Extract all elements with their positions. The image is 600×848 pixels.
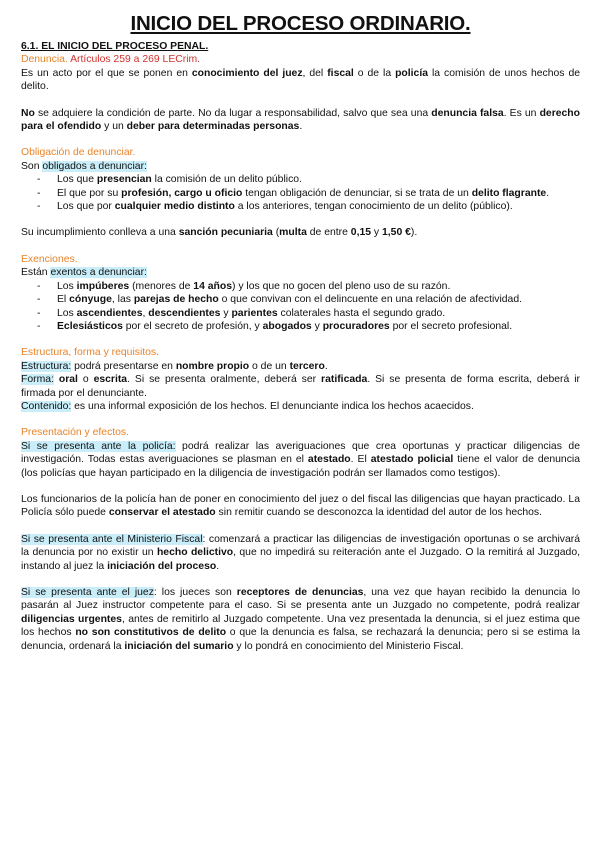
page-title: INICIO DEL PROCESO ORDINARIO. — [130, 12, 471, 35]
denuncia-line — [21, 53, 580, 66]
section-heading: 6.1. EL INICIO DEL PROCESO PENAL. — [21, 41, 209, 52]
list-item: - Los impúberes (menores de 14 años) y los que no gocen del pleno uso de su razón. — [37, 280, 451, 292]
denuncia-label: Denuncia. — [21, 54, 68, 66]
funcionarios-paragraph: Los funcionarios de la policía han de poner en conocimiento del juez o del fiscal las diligencias que hayan practicado. La Policía sólo puede conservar el atestado sin remitir cuando se desconozca la identidad del autor de los hechos. — [21, 493, 580, 519]
obligacion-lead: Son obligados a denunciar: — [21, 160, 147, 172]
contenido-paragraph: Contenido: es una informal exposición de los hechos. El denunciante indica los hechos acaecidos. — [21, 400, 474, 412]
obligacion-heading: Obligación de denunciar. — [21, 147, 136, 159]
list-item: - El que por su profesión, cargo u oficio tengan obligación de denunciar, si se trata de un delito flagrante. — [37, 187, 550, 199]
forma-paragraph: Forma: oral o escrita. Si se presenta oralmente, deberá ser ratificada. Si se presenta de forma escrita, deberá ir firmada por el denunciante. — [21, 374, 580, 399]
estructura-paragraph: Estructura: podrá presentarse en nombre propio o de un tercero. — [21, 360, 328, 372]
intro-paragraph: Es un acto por el que se ponen en conocimiento del juez, del fiscal o de la policía la comisión de unos hechos de delito. — [21, 67, 581, 93]
presentacion-heading: Presentación y efectos. — [21, 427, 130, 439]
exenciones-heading: Exenciones. — [21, 253, 78, 265]
parte-paragraph: No se adquiere la condición de parte. No da lugar a responsabilidad, salvo que sea una denuncia falsa. Es un derecho para el ofendido y un deber para determinadas personas. — [21, 107, 580, 133]
exenciones-lead: Están exentos a denunciar: — [21, 267, 147, 279]
exentos-list — [21, 280, 580, 334]
policia-paragraph: Si se presenta ante la policía: podrá realizar las averiguaciones que crea oportunas y practicar diligencias de investigación. Todas estas averiguaciones se plasman en el atestado. El atestado policial tiene el valor de denuncia (los policías que hayan participado en la diligencia de investigación podrán ser llamados como testigos). — [21, 440, 580, 479]
list-item: - Los que presencian la comisión de un delito público. — [37, 174, 302, 186]
fiscal-paragraph: Si se presenta ante el Ministerio Fiscal: comenzará a practicar las diligencias de investigación oportunas o se archivará la denuncia por no existir un hecho delictivo, que no impedirá su reiteración ante el Juzgado. O la remitirá al Juzgado, instando al juez la iniciación del proceso. — [21, 533, 581, 572]
list-item: - Eclesiásticos por el secreto de profesión, y abogados y procuradores por el secreto profesional. — [37, 320, 513, 332]
list-item: - El cónyuge, las parejas de hecho o que convivan con el delincuente en una relación de afectividad. — [37, 294, 523, 306]
obligados-list — [21, 173, 580, 213]
estructura-heading: Estructura, forma y requisitos. — [21, 347, 160, 359]
incumplimiento-paragraph: Su incumplimiento conlleva a una sanción pecuniaria (multa de entre 0,15 y 1,50 €). — [21, 227, 418, 239]
list-item: - Los que por cualquier medio distinto a los anteriores, tengan conocimiento de un delito (público). — [37, 201, 513, 213]
juez-paragraph: Si se presenta ante el juez: los jueces son receptores de denuncias, una vez que hayan recibido la denuncia lo pasarán al Juez instructor competente para el caso. Si se presenta ante un Juzgado no competente, podrá realizar diligencias urgentes, antes de remitirlo al Juzgado competente. Una vez presentada la denuncia, si el juez estima que los hechos no son constitutivos de delito o que la denuncia es falsa, se rechazará la denuncia; pero si se estima la denuncia, ordenará la iniciación del sumario y lo pondrá en conocimiento del Ministerio Fiscal. — [21, 587, 580, 652]
denuncia-articles: Artículos 259 a 269 LECrim. — [70, 54, 201, 66]
list-item: - Los ascendientes, descendientes y parientes colaterales hasta el segundo grado. — [37, 307, 446, 319]
